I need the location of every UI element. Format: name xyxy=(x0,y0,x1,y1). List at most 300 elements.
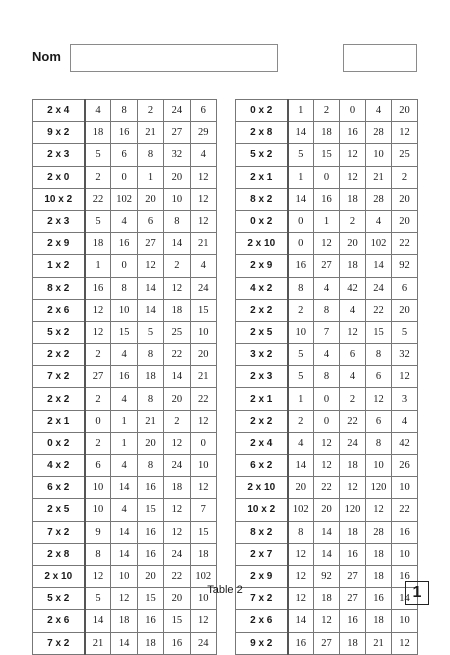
answer-choice[interactable]: 20 xyxy=(137,188,163,210)
answer-choice[interactable]: 2 xyxy=(85,344,111,366)
answer-choice[interactable]: 8 xyxy=(137,388,163,410)
answer-choice[interactable]: 14 xyxy=(288,122,314,144)
answer-choice[interactable]: 8 xyxy=(314,366,340,388)
answer-choice[interactable]: 12 xyxy=(340,321,366,343)
answer-choice[interactable]: 12 xyxy=(340,477,366,499)
answer-choice[interactable]: 2 xyxy=(340,388,366,410)
answer-choice[interactable]: 4 xyxy=(111,210,137,232)
answer-choice[interactable]: 0 xyxy=(190,432,216,454)
answer-choice[interactable]: 12 xyxy=(392,122,418,144)
answer-choice[interactable]: 10 xyxy=(288,321,314,343)
answer-choice[interactable]: 4 xyxy=(111,388,137,410)
answer-choice[interactable]: 28 xyxy=(366,188,392,210)
table-row xyxy=(33,388,217,410)
answer-choice[interactable]: 12 xyxy=(314,233,340,255)
table-row xyxy=(33,299,217,321)
answer-choice[interactable]: 27 xyxy=(164,122,190,144)
answer-choice[interactable]: 22 xyxy=(164,565,190,587)
answer-choice[interactable]: 4 xyxy=(111,344,137,366)
answer-choice[interactable]: 22 xyxy=(164,344,190,366)
answer-choice[interactable]: 24 xyxy=(164,100,190,122)
answer-choice[interactable]: 18 xyxy=(314,122,340,144)
answer-choice[interactable]: 18 xyxy=(366,610,392,632)
answer-choice[interactable]: 18 xyxy=(366,565,392,587)
answer-choice[interactable]: 20 xyxy=(340,233,366,255)
answer-choice[interactable]: 15 xyxy=(190,299,216,321)
multiplication-problem: 2 x 2 xyxy=(236,299,288,321)
answer-choice[interactable]: 27 xyxy=(85,366,111,388)
answer-choice[interactable]: 14 xyxy=(111,632,137,654)
answer-choice[interactable]: 120 xyxy=(366,477,392,499)
answer-choice[interactable]: 0 xyxy=(85,410,111,432)
answer-choice[interactable]: 6 xyxy=(392,277,418,299)
answer-choice[interactable]: 14 xyxy=(111,477,137,499)
left-exercise-table xyxy=(32,99,217,655)
answer-choice[interactable]: 2 xyxy=(85,388,111,410)
answer-choice[interactable]: 22 xyxy=(392,499,418,521)
answer-choice[interactable]: 8 xyxy=(137,344,163,366)
answer-choice[interactable]: 5 xyxy=(85,144,111,166)
answer-choice[interactable]: 12 xyxy=(314,432,340,454)
answer-choice[interactable]: 2 xyxy=(164,410,190,432)
answer-choice[interactable]: 14 xyxy=(288,610,314,632)
answer-choice[interactable]: 8 xyxy=(137,455,163,477)
answer-choice[interactable]: 27 xyxy=(314,632,340,654)
answer-choice[interactable]: 27 xyxy=(340,565,366,587)
table-row xyxy=(236,632,418,654)
answer-choice[interactable]: 8 xyxy=(366,344,392,366)
table-row xyxy=(33,521,217,543)
answer-choice[interactable]: 12 xyxy=(340,166,366,188)
answer-choice[interactable]: 10 xyxy=(392,477,418,499)
answer-choice[interactable]: 42 xyxy=(392,432,418,454)
answer-choice[interactable]: 14 xyxy=(288,188,314,210)
multiplication-problem: 2 x 4 xyxy=(236,432,288,454)
answer-choice[interactable]: 12 xyxy=(392,632,418,654)
answer-choice[interactable]: 12 xyxy=(190,477,216,499)
answer-choice[interactable]: 12 xyxy=(288,565,314,587)
table-row xyxy=(33,188,217,210)
answer-choice[interactable]: 4 xyxy=(111,455,137,477)
multiplication-problem: 2 x 3 xyxy=(33,210,85,232)
name-field[interactable] xyxy=(70,44,278,72)
answer-choice[interactable]: 5 xyxy=(85,588,111,610)
multiplication-problem: 7 x 2 xyxy=(236,588,288,610)
answer-choice[interactable]: 18 xyxy=(85,122,111,144)
answer-choice[interactable]: 10 xyxy=(85,477,111,499)
answer-choice[interactable]: 22 xyxy=(366,299,392,321)
answer-choice[interactable]: 4 xyxy=(190,144,216,166)
answer-choice[interactable]: 12 xyxy=(85,321,111,343)
table-row xyxy=(236,233,418,255)
answer-choice[interactable]: 20 xyxy=(392,299,418,321)
answer-choice[interactable]: 10 xyxy=(164,188,190,210)
answer-choice[interactable]: 1 xyxy=(288,100,314,122)
answer-choice[interactable]: 6 xyxy=(366,366,392,388)
answer-choice[interactable]: 102 xyxy=(111,188,137,210)
answer-choice[interactable]: 18 xyxy=(340,188,366,210)
page-number: 1 xyxy=(405,581,429,605)
answer-choice[interactable]: 12 xyxy=(288,588,314,610)
answer-choice[interactable]: 16 xyxy=(137,543,163,565)
answer-choice[interactable]: 20 xyxy=(164,588,190,610)
answer-choice[interactable]: 4 xyxy=(366,210,392,232)
answer-choice[interactable]: 0 xyxy=(340,100,366,122)
answer-choice[interactable]: 6 xyxy=(366,410,392,432)
answer-choice[interactable]: 4 xyxy=(392,410,418,432)
answer-choice[interactable]: 12 xyxy=(111,588,137,610)
answer-choice[interactable]: 0 xyxy=(288,233,314,255)
answer-choice[interactable]: 18 xyxy=(340,255,366,277)
answer-choice[interactable]: 5 xyxy=(137,321,163,343)
answer-choice[interactable]: 18 xyxy=(340,455,366,477)
answer-choice[interactable]: 27 xyxy=(137,233,163,255)
answer-choice[interactable]: 42 xyxy=(340,277,366,299)
answer-choice[interactable]: 2 xyxy=(314,100,340,122)
answer-choice[interactable]: 4 xyxy=(314,344,340,366)
answer-choice[interactable]: 0 xyxy=(111,166,137,188)
answer-choice[interactable]: 10 xyxy=(190,321,216,343)
answer-choice[interactable]: 12 xyxy=(314,610,340,632)
answer-choice[interactable]: 16 xyxy=(137,521,163,543)
answer-choice[interactable]: 4 xyxy=(314,277,340,299)
answer-choice[interactable]: 21 xyxy=(137,410,163,432)
answer-choice[interactable]: 102 xyxy=(288,499,314,521)
score-box[interactable] xyxy=(343,44,417,72)
answer-choice[interactable]: 24 xyxy=(190,277,216,299)
answer-choice[interactable]: 5 xyxy=(288,344,314,366)
answer-choice[interactable]: 14 xyxy=(111,521,137,543)
multiplication-problem: 7 x 2 xyxy=(33,521,85,543)
multiplication-problem: 2 x 3 xyxy=(33,144,85,166)
answer-choice[interactable]: 16 xyxy=(111,366,137,388)
multiplication-problem: 0 x 2 xyxy=(236,100,288,122)
answer-choice[interactable]: 16 xyxy=(288,255,314,277)
answer-choice[interactable]: 8 xyxy=(288,521,314,543)
answer-choice[interactable]: 4 xyxy=(85,100,111,122)
answer-choice[interactable]: 2 xyxy=(392,166,418,188)
answer-choice[interactable]: 22 xyxy=(314,477,340,499)
answer-choice[interactable]: 25 xyxy=(392,144,418,166)
answer-choice[interactable]: 14 xyxy=(137,299,163,321)
answer-choice[interactable]: 8 xyxy=(111,100,137,122)
answer-choice[interactable]: 10 xyxy=(111,299,137,321)
answer-choice[interactable]: 5 xyxy=(85,210,111,232)
answer-choice[interactable]: 12 xyxy=(164,521,190,543)
table-row xyxy=(33,100,217,122)
answer-choice[interactable]: 12 xyxy=(366,388,392,410)
answer-choice[interactable]: 16 xyxy=(164,632,190,654)
table-row xyxy=(236,543,418,565)
answer-choice[interactable]: 12 xyxy=(190,410,216,432)
answer-choice[interactable]: 15 xyxy=(366,321,392,343)
answer-choice[interactable]: 25 xyxy=(164,321,190,343)
answer-choice[interactable]: 15 xyxy=(190,521,216,543)
answer-choice[interactable]: 16 xyxy=(340,543,366,565)
multiplication-problem: 8 x 2 xyxy=(33,277,85,299)
answer-choice[interactable]: 8 xyxy=(366,432,392,454)
answer-choice[interactable]: 0 xyxy=(111,255,137,277)
answer-choice[interactable]: 102 xyxy=(366,233,392,255)
answer-choice[interactable]: 16 xyxy=(340,122,366,144)
answer-choice[interactable]: 1 xyxy=(314,210,340,232)
answer-choice[interactable]: 21 xyxy=(190,366,216,388)
answer-choice[interactable]: 28 xyxy=(366,122,392,144)
answer-choice[interactable]: 18 xyxy=(340,521,366,543)
answer-choice[interactable]: 10 xyxy=(190,588,216,610)
answer-choice[interactable]: 14 xyxy=(85,610,111,632)
multiplication-problem: 1 x 2 xyxy=(33,255,85,277)
multiplication-problem: 2 x 7 xyxy=(236,543,288,565)
answer-choice[interactable]: 18 xyxy=(137,366,163,388)
answer-choice[interactable]: 18 xyxy=(340,632,366,654)
answer-choice[interactable]: 1 xyxy=(111,410,137,432)
answer-choice[interactable]: 7 xyxy=(314,321,340,343)
answer-choice[interactable]: 15 xyxy=(137,588,163,610)
answer-choice[interactable]: 27 xyxy=(314,255,340,277)
answer-choice[interactable]: 16 xyxy=(314,188,340,210)
table-title: Table 2 xyxy=(207,584,243,596)
multiplication-problem: 10 x 2 xyxy=(33,188,85,210)
answer-choice[interactable]: 20 xyxy=(392,100,418,122)
answer-choice[interactable]: 16 xyxy=(137,477,163,499)
multiplication-problem: 2 x 9 xyxy=(33,233,85,255)
multiplication-problem: 4 x 2 xyxy=(236,277,288,299)
answer-choice[interactable]: 12 xyxy=(190,188,216,210)
answer-choice[interactable]: 14 xyxy=(164,366,190,388)
answer-choice[interactable]: 12 xyxy=(366,499,392,521)
multiplication-problem: 2 x 8 xyxy=(236,122,288,144)
answer-choice[interactable]: 4 xyxy=(190,255,216,277)
answer-choice[interactable]: 20 xyxy=(164,166,190,188)
answer-choice[interactable]: 2 xyxy=(137,100,163,122)
answer-choice[interactable]: 16 xyxy=(366,588,392,610)
answer-choice[interactable]: 32 xyxy=(392,344,418,366)
multiplication-problem: 2 x 2 xyxy=(33,388,85,410)
answer-choice[interactable]: 5 xyxy=(288,144,314,166)
answer-choice[interactable]: 15 xyxy=(164,610,190,632)
answer-choice[interactable]: 24 xyxy=(366,277,392,299)
answer-choice[interactable]: 12 xyxy=(164,499,190,521)
answer-choice[interactable]: 18 xyxy=(85,233,111,255)
table-row xyxy=(236,366,418,388)
multiplication-problem: 0 x 2 xyxy=(236,210,288,232)
answer-choice[interactable]: 0 xyxy=(314,410,340,432)
multiplication-problem: 2 x 1 xyxy=(33,410,85,432)
answer-choice[interactable]: 26 xyxy=(392,455,418,477)
answer-choice[interactable]: 22 xyxy=(85,188,111,210)
answer-choice[interactable]: 0 xyxy=(288,210,314,232)
answer-choice[interactable]: 6 xyxy=(85,455,111,477)
answer-choice[interactable]: 20 xyxy=(164,388,190,410)
answer-choice[interactable]: 12 xyxy=(85,565,111,587)
table-row xyxy=(236,255,418,277)
table-row xyxy=(33,432,217,454)
answer-choice[interactable]: 8 xyxy=(85,543,111,565)
answer-choice[interactable]: 10 xyxy=(392,543,418,565)
answer-choice[interactable]: 21 xyxy=(366,632,392,654)
answer-choice[interactable]: 6 xyxy=(111,144,137,166)
answer-choice[interactable]: 18 xyxy=(366,543,392,565)
answer-choice[interactable]: 7 xyxy=(190,499,216,521)
answer-choice[interactable]: 4 xyxy=(366,100,392,122)
answer-choice[interactable]: 6 xyxy=(190,100,216,122)
answer-choice[interactable]: 10 xyxy=(366,455,392,477)
answer-choice[interactable]: 8 xyxy=(111,277,137,299)
answer-choice[interactable]: 15 xyxy=(111,321,137,343)
answer-choice[interactable]: 16 xyxy=(85,277,111,299)
answer-choice[interactable]: 14 xyxy=(111,543,137,565)
answer-choice[interactable]: 1 xyxy=(288,166,314,188)
multiplication-problem: 2 x 2 xyxy=(33,344,85,366)
multiplication-problem: 2 x 10 xyxy=(236,233,288,255)
answer-choice[interactable]: 14 xyxy=(137,277,163,299)
answer-choice[interactable]: 14 xyxy=(314,543,340,565)
answer-choice[interactable]: 16 xyxy=(392,521,418,543)
answer-choice[interactable]: 2 xyxy=(340,210,366,232)
answer-choice[interactable]: 9 xyxy=(85,521,111,543)
table-row xyxy=(33,255,217,277)
answer-choice[interactable]: 27 xyxy=(340,588,366,610)
table-row xyxy=(236,122,418,144)
answer-choice[interactable]: 92 xyxy=(314,565,340,587)
answer-choice[interactable]: 20 xyxy=(190,344,216,366)
answer-choice[interactable]: 1 xyxy=(288,388,314,410)
answer-choice[interactable]: 16 xyxy=(111,233,137,255)
answer-choice[interactable]: 16 xyxy=(137,610,163,632)
answer-choice[interactable]: 12 xyxy=(190,166,216,188)
answer-choice[interactable]: 20 xyxy=(137,432,163,454)
answer-choice[interactable]: 22 xyxy=(340,410,366,432)
answer-choice[interactable]: 12 xyxy=(85,299,111,321)
answer-choice[interactable]: 8 xyxy=(314,299,340,321)
multiplication-problem: 9 x 2 xyxy=(236,632,288,654)
answer-choice[interactable]: 14 xyxy=(164,233,190,255)
answer-choice[interactable]: 24 xyxy=(164,455,190,477)
multiplication-problem: 2 x 0 xyxy=(33,166,85,188)
answer-choice[interactable]: 2 xyxy=(85,432,111,454)
answer-choice[interactable]: 10 xyxy=(392,610,418,632)
multiplication-problem: 2 x 2 xyxy=(236,410,288,432)
answer-choice[interactable]: 10 xyxy=(111,565,137,587)
answer-choice[interactable]: 1 xyxy=(85,255,111,277)
answer-choice[interactable]: 21 xyxy=(85,632,111,654)
answer-choice[interactable]: 12 xyxy=(340,144,366,166)
answer-choice[interactable]: 92 xyxy=(392,255,418,277)
answer-choice[interactable]: 2 xyxy=(288,410,314,432)
answer-choice[interactable]: 21 xyxy=(190,233,216,255)
answer-choice[interactable]: 28 xyxy=(366,521,392,543)
multiplication-problem: 8 x 2 xyxy=(236,521,288,543)
answer-choice[interactable]: 18 xyxy=(111,610,137,632)
answer-choice[interactable]: 22 xyxy=(190,388,216,410)
answer-choice[interactable]: 20 xyxy=(137,565,163,587)
answer-choice[interactable]: 5 xyxy=(288,366,314,388)
multiplication-problem: 6 x 2 xyxy=(236,455,288,477)
answer-choice[interactable]: 16 xyxy=(111,122,137,144)
answer-choice[interactable]: 12 xyxy=(190,210,216,232)
answer-choice[interactable]: 14 xyxy=(366,255,392,277)
answer-choice[interactable]: 20 xyxy=(288,477,314,499)
multiplication-problem: 2 x 6 xyxy=(33,299,85,321)
answer-choice[interactable]: 22 xyxy=(392,233,418,255)
answer-choice[interactable]: 10 xyxy=(190,455,216,477)
multiplication-problem: 7 x 2 xyxy=(33,632,85,654)
answer-choice[interactable]: 21 xyxy=(137,122,163,144)
answer-choice[interactable]: 1 xyxy=(137,166,163,188)
answer-choice[interactable]: 2 xyxy=(288,299,314,321)
answer-choice[interactable]: 12 xyxy=(190,610,216,632)
answer-choice[interactable]: 3 xyxy=(392,388,418,410)
answer-choice[interactable]: 24 xyxy=(340,432,366,454)
answer-choice[interactable]: 12 xyxy=(314,455,340,477)
table-row xyxy=(236,299,418,321)
answer-choice[interactable]: 15 xyxy=(137,499,163,521)
answer-choice[interactable]: 21 xyxy=(366,166,392,188)
answer-choice[interactable]: 2 xyxy=(85,166,111,188)
answer-choice[interactable]: 4 xyxy=(288,432,314,454)
answer-choice[interactable]: 18 xyxy=(314,588,340,610)
answer-choice[interactable]: 8 xyxy=(137,144,163,166)
answer-choice[interactable]: 2 xyxy=(164,255,190,277)
answer-choice[interactable]: 120 xyxy=(340,499,366,521)
answer-choice[interactable]: 102 xyxy=(190,565,216,587)
answer-choice[interactable]: 15 xyxy=(314,144,340,166)
answer-choice[interactable]: 4 xyxy=(340,299,366,321)
answer-choice[interactable]: 32 xyxy=(164,144,190,166)
answer-choice[interactable]: 4 xyxy=(111,499,137,521)
answer-choice[interactable]: 20 xyxy=(392,210,418,232)
answer-choice[interactable]: 18 xyxy=(164,477,190,499)
answer-choice[interactable]: 8 xyxy=(288,277,314,299)
answer-choice[interactable]: 14 xyxy=(392,588,418,610)
table-row xyxy=(236,455,418,477)
answer-choice[interactable]: 10 xyxy=(85,499,111,521)
answer-choice[interactable]: 8 xyxy=(164,210,190,232)
answer-choice[interactable]: 5 xyxy=(392,321,418,343)
table-row xyxy=(33,632,217,654)
answer-choice[interactable]: 20 xyxy=(392,188,418,210)
answer-choice[interactable]: 12 xyxy=(164,432,190,454)
answer-choice[interactable]: 0 xyxy=(314,166,340,188)
answer-choice[interactable]: 14 xyxy=(314,521,340,543)
answer-choice[interactable]: 12 xyxy=(137,255,163,277)
table-row xyxy=(236,610,418,632)
answer-choice[interactable]: 12 xyxy=(288,543,314,565)
answer-choice[interactable]: 12 xyxy=(392,366,418,388)
answer-choice[interactable]: 29 xyxy=(190,122,216,144)
answer-choice[interactable]: 10 xyxy=(366,144,392,166)
answer-choice[interactable]: 20 xyxy=(314,499,340,521)
answer-choice[interactable]: 18 xyxy=(137,632,163,654)
answer-choice[interactable]: 24 xyxy=(190,632,216,654)
answer-choice[interactable]: 16 xyxy=(340,610,366,632)
answer-choice[interactable]: 18 xyxy=(164,299,190,321)
multiplication-problem: 2 x 10 xyxy=(33,565,85,587)
answer-choice[interactable]: 6 xyxy=(137,210,163,232)
answer-choice[interactable]: 6 xyxy=(340,344,366,366)
answer-choice[interactable]: 14 xyxy=(288,455,314,477)
answer-choice[interactable]: 0 xyxy=(314,388,340,410)
multiplication-problem: 2 x 4 xyxy=(33,100,85,122)
answer-choice[interactable]: 4 xyxy=(340,366,366,388)
answer-choice[interactable]: 16 xyxy=(392,565,418,587)
answer-choice[interactable]: 12 xyxy=(164,277,190,299)
answer-choice[interactable]: 18 xyxy=(190,543,216,565)
answer-choice[interactable]: 24 xyxy=(164,543,190,565)
answer-choice[interactable]: 16 xyxy=(288,632,314,654)
answer-choice[interactable]: 1 xyxy=(111,432,137,454)
